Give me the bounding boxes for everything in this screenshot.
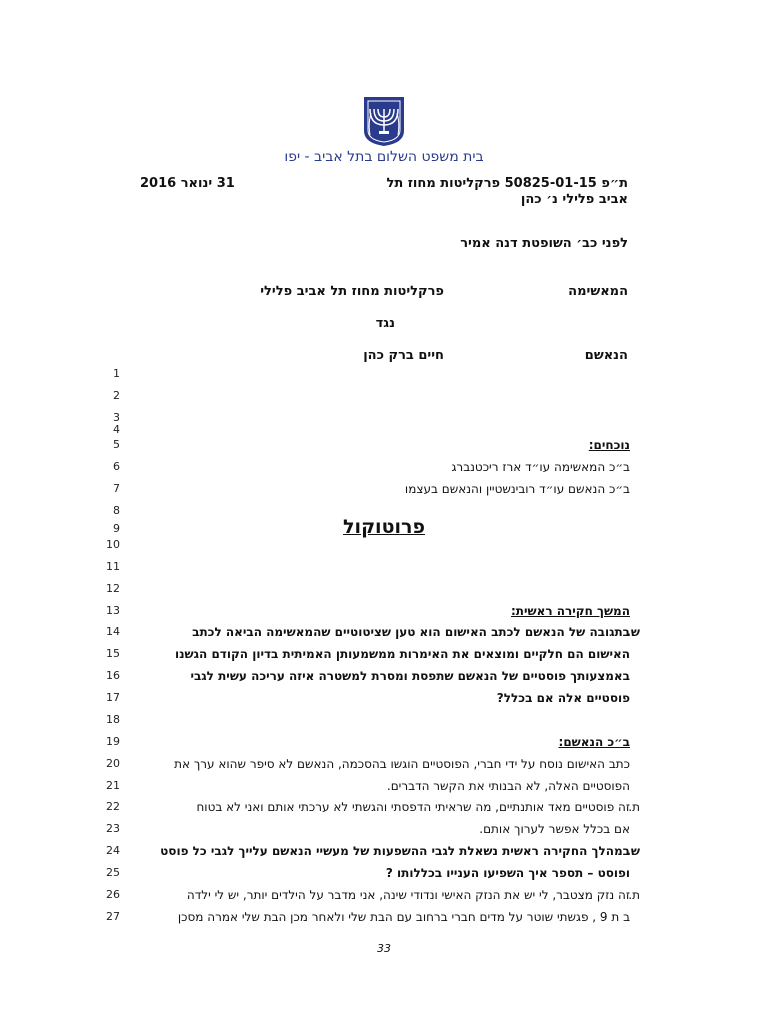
answer-line: אם בכלל אפשר לערוך אותם. bbox=[479, 822, 630, 836]
line-number: 12 bbox=[106, 582, 120, 595]
state-emblem-icon bbox=[360, 95, 408, 147]
answer-line: זה נזק מצטבר, לי יש את הנזק האישי ונדודי שינה, אני מדבר על הילדים יותר, יש לי ילדה bbox=[186, 888, 630, 902]
question-marker: ש. bbox=[626, 844, 640, 858]
section-heading: המשך חקירה ראשית: bbox=[511, 604, 630, 618]
page-number: 33 bbox=[377, 942, 391, 955]
line-number: 6 bbox=[113, 460, 120, 473]
line-number: 1 bbox=[113, 367, 120, 380]
line-number: 9 bbox=[113, 522, 120, 535]
line-number: 11 bbox=[106, 560, 120, 573]
answer-line: ב ת 9 , פגשתי שוטר על מדים חברי ברחוב עם הבת שלי ולאחר מכן הבת שלי אמרה מסכן bbox=[177, 910, 630, 924]
case-number-line2: אביב פלילי נ׳ כהן bbox=[520, 192, 628, 207]
question-line: פוסטיים אלה אם בכלל? bbox=[496, 691, 630, 705]
line-number: 16 bbox=[106, 669, 120, 682]
line-number: 7 bbox=[113, 482, 120, 495]
answer-marker: ת. bbox=[628, 800, 640, 814]
section-heading: ב״כ הנאשם: bbox=[558, 735, 630, 749]
judge-line: לפני כב׳ השופטת דנה אמיר bbox=[460, 236, 628, 251]
line-number: 21 bbox=[106, 779, 120, 792]
prosecution-counsel: ב״כ המאשימה עו״ד ארז ריכטנברג bbox=[451, 460, 630, 474]
court-name: בית משפט השלום בתל אביב - יפו bbox=[284, 149, 484, 165]
case-number-line1: ת״פ 50825-01-15 פרקליטות מחוז תל bbox=[386, 176, 628, 191]
present-heading: נוכחים: bbox=[588, 438, 630, 452]
question-line: באמצעותך פוסטיים של הנאשם שתפסת ומסרת למשטרה איזה עריכה עשית לגבי bbox=[190, 669, 630, 683]
line-number: 8 bbox=[113, 504, 120, 517]
line-number: 13 bbox=[106, 604, 120, 617]
question-line: ופוסט – תספר איך השפיעו הענייו בכללותו ? bbox=[385, 866, 630, 880]
question-marker: ש. bbox=[626, 625, 640, 639]
line-number: 24 bbox=[106, 844, 120, 857]
note-line: כתב האישום נוסח על ידי חברי, הפוסטיים הוגשו בהסכמה, הנאשם לא סיפר שהוא ערך את bbox=[174, 757, 630, 771]
versus-label: נגד bbox=[375, 316, 395, 331]
defense-counsel: ב״כ הנאשם עו״ד רובינשטיין והנאשם בעצמו bbox=[404, 482, 630, 496]
line-number: 4 bbox=[113, 423, 120, 436]
note-line: הפוסטיים האלה, לא הבנותי את הקשר הדברים. bbox=[386, 779, 630, 793]
line-number: 3 bbox=[113, 411, 120, 424]
line-number: 22 bbox=[106, 800, 120, 813]
line-number: 26 bbox=[106, 888, 120, 901]
answer-marker: ת. bbox=[628, 888, 640, 902]
answer-line: זה פוסטיים מאד אותנתיים, מה שראיתי הדפסתי והגשתי לא ערכתי אותם ואני לא בטוח bbox=[196, 800, 630, 814]
question-line: האישום הם חלקיים ומוצאים את האימרות ממשמעותן האמיתית בדיון הקודם הגשנו bbox=[175, 647, 630, 661]
prosecution-name: פרקליטות מחוז תל אביב פלילי bbox=[260, 284, 444, 299]
line-number: 18 bbox=[106, 713, 120, 726]
hearing-date: 31 ינואר 2016 bbox=[140, 176, 235, 191]
defendant-label: הנאשם bbox=[584, 348, 628, 363]
line-number: 5 bbox=[113, 438, 120, 451]
protocol-title: פרוטוקול bbox=[343, 516, 425, 538]
line-number: 25 bbox=[106, 866, 120, 879]
line-number: 27 bbox=[106, 910, 120, 923]
defendant-name: חיים ברק כהן bbox=[363, 348, 444, 363]
line-number: 23 bbox=[106, 822, 120, 835]
line-number: 20 bbox=[106, 757, 120, 770]
line-number: 17 bbox=[106, 691, 120, 704]
line-number: 15 bbox=[106, 647, 120, 660]
line-number: 2 bbox=[113, 389, 120, 402]
line-number: 19 bbox=[106, 735, 120, 748]
prosecution-label: המאשימה bbox=[568, 284, 628, 299]
question-line: בתגובה של הנאשם לכתב האישום הוא טען שציטוטיים שהמאשימה הביאה לכתב bbox=[192, 625, 630, 639]
question-line: במהלך החקירה ראשית נשאלת לגבי ההשפעות של מעשיי הנאשם עלייך לגבי כל פוסט bbox=[160, 844, 630, 858]
line-number: 14 bbox=[106, 625, 120, 638]
line-number: 10 bbox=[106, 538, 120, 551]
